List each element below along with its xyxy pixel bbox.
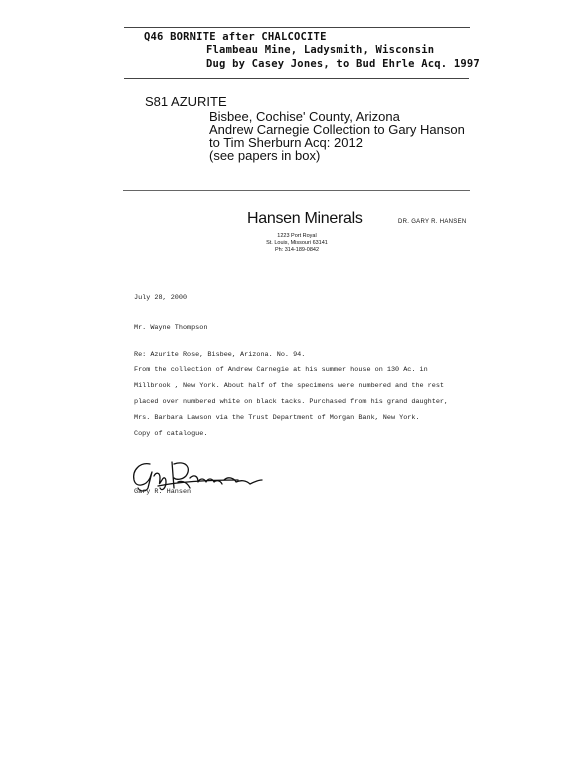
address-phone: Ph: 314-189-0842 (274, 247, 320, 253)
company-name: Hansen Minerals (247, 210, 363, 227)
label-1-line-1: Q46 BORNITE after CHALCOCITE (144, 31, 327, 43)
label-1-line-3: Dug by Casey Jones, to Bud Ehrle Acq. 1997 (206, 58, 480, 70)
letter-signer: Gary R. Hansen (134, 488, 192, 496)
label-2-line-5: (see papers in box) (209, 148, 321, 163)
letter-subject: Re: Azurite Rose, Bisbee, Arizona. No. 94. (134, 351, 306, 359)
letter-date: July 28, 2000 (134, 294, 188, 302)
label-2-line-1: S81 AZURITE (145, 94, 227, 109)
address-city: St. Louis, Missouri 63141 (266, 240, 328, 246)
label-1-line-2: Flambeau Mine, Ladysmith, Wisconsin (206, 44, 435, 56)
letter-body-line: Mrs. Barbara Lawson via the Trust Department of Morgan Bank, New York. (134, 414, 420, 422)
label-2-bottom-rule (123, 190, 470, 191)
letter-recipient: Mr. Wayne Thompson (134, 324, 208, 332)
label-2-line-2: Bisbee, Cochise' County, Arizona (209, 109, 400, 124)
letter-body-line: placed over numbered white on black tacks. Purchased from his grand daughter, (134, 398, 449, 406)
label-1-top-rule (124, 27, 470, 28)
label-2-line-4: to Tim Sherburn Acq: 2012 (209, 135, 363, 150)
letter-closing: Copy of catalogue. (134, 430, 208, 438)
proprietor-name: DR. GARY R. HANSEN (398, 219, 467, 225)
label-2-line-3: Andrew Carnegie Collection to Gary Hanson (209, 122, 465, 137)
label-divider-rule (124, 78, 469, 79)
address-street: 1223 Port Royal (277, 233, 317, 239)
letter-body-line: From the collection of Andrew Carnegie at his summer house on 130 Ac. in (134, 366, 428, 374)
letter-body-line: Millbrook , New York. About half of the specimens were numbered and the rest (134, 382, 444, 390)
